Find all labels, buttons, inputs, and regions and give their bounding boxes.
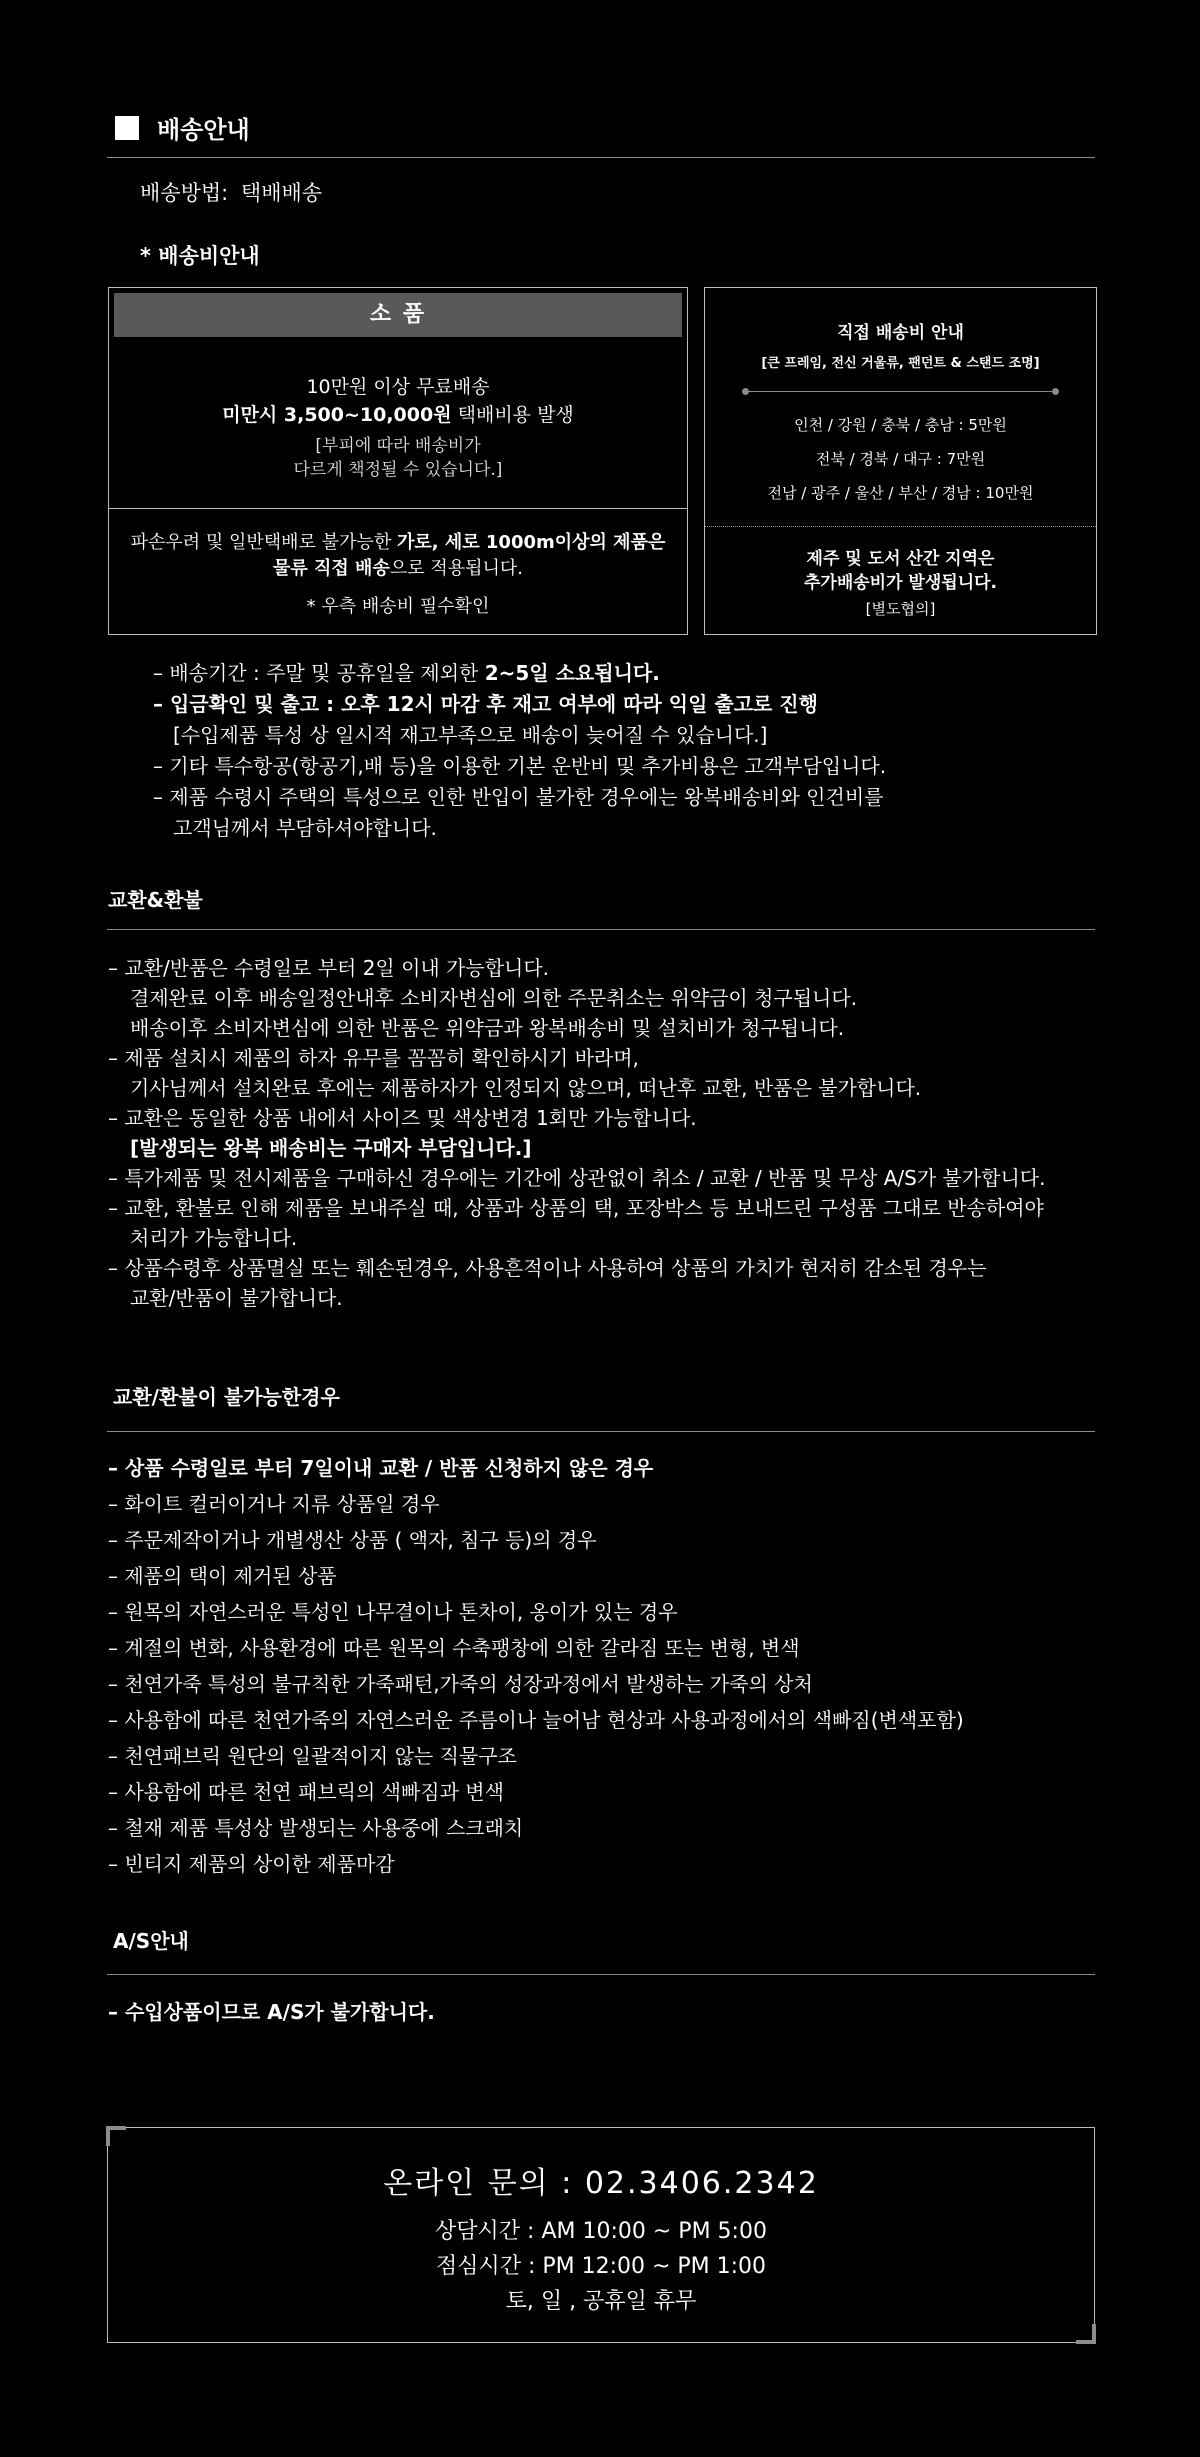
- direct-shipping-title: 직접 배송비 안내: [837, 323, 964, 343]
- region-fee-row: 인천 / 강원 / 충북 / 충남 : 5만원: [794, 416, 1007, 434]
- square-bullet-icon: [115, 116, 139, 140]
- large-item-line-2: [109, 554, 687, 580]
- direct-delivery-text: 으로 적용됩니다.: [389, 558, 524, 579]
- shipping-cost-rest: 택배비용 발생: [451, 404, 574, 426]
- region-fee-row: 전북 / 경북 / 대구 : 7만원: [815, 450, 986, 468]
- island-line-2: 추가배송비가 발생됩니다.: [803, 573, 998, 593]
- shipping-section-title: [115, 110, 250, 145]
- shipping-title: 배송안내: [157, 116, 250, 144]
- as-note: – 수입상품이므로 A/S가 불가합니다.: [108, 2000, 435, 2024]
- list-item: – 원목의 자연스러운 특성인 나무결이나 톤차이, 옹이가 있는 경우: [108, 1600, 678, 1624]
- rule-dot-left-icon: [742, 388, 749, 395]
- corner-bracket-icon: [106, 2126, 126, 2146]
- no-exchange-list: [108, 1450, 964, 1882]
- direct-shipping-subtitle: [큰 프레임, 전신 거울류, 팬던트 & 스탠드 조명]: [761, 356, 1040, 371]
- direct-delivery-bold: 물류 직접 배송: [272, 558, 390, 579]
- island-line-1: 제주 및 도서 산간 지역은: [806, 549, 995, 569]
- list-item: – 상품 수령일로 부터 7일이내 교환 / 반품 신청하지 않은 경우: [108, 1456, 654, 1480]
- closed-days: 토, 일 , 공휴일 휴무: [505, 2289, 697, 2314]
- list-item: – 계절의 변화, 사용환경에 따른 원목의 수축팽창에 의한 갈라짐 또는 변형, 변색: [108, 1636, 800, 1660]
- contact-phone: 온라인 문의 : 02.3406.2342: [383, 2166, 819, 2201]
- shipping-notes: [153, 658, 886, 844]
- list-item: – 교환, 환불로 인해 제품을 보내주실 때, 상품과 상품의 택, 포장박스 등 보내드린 구성품 그대로 반송하여야: [108, 1196, 1044, 1220]
- island-line-3: [별도협의]: [865, 600, 936, 618]
- corner-bracket-icon: [1076, 2324, 1096, 2344]
- list-item: 결제완료 이후 배송일정안내후 소비자변심에 의한 주문취소는 위약금이 청구됩니다.: [130, 986, 858, 1010]
- return-cost-note-sub: 고객님께서 부담하셔야합니다.: [173, 816, 437, 840]
- lunch-hours: 점심시간 : PM 12:00 ~ PM 1:00: [435, 2254, 767, 2279]
- shipping-period-text: – 배송기간 : 주말 및 공휴일을 제외한: [153, 661, 485, 685]
- direct-shipping-box: [704, 287, 1097, 635]
- stock-note: [수입제품 특성 상 일시적 재고부족으로 배송이 늦어질 수 있습니다.]: [173, 723, 768, 747]
- list-item: – 상품수령후 상품멸실 또는 훼손된경우, 사용흔적이나 사용하여 상품의 가치가 현저히 감소된 경우는: [108, 1256, 987, 1280]
- list-item: – 화이트 컬러이거나 지류 상품일 경우: [108, 1492, 440, 1516]
- large-item-text: 파손우려 및 일반택배로 불가능한: [130, 532, 397, 553]
- shipping-cost-bold: 미만시 3,500~10,000원: [222, 404, 452, 426]
- list-item: – 특가제품 및 전시제품을 구매하신 경우에는 기간에 상관없이 취소 / 교환 / 반품 및 무상 A/S가 불가합니다.: [108, 1166, 1046, 1190]
- rule-line: [745, 391, 1056, 392]
- list-item: – 제품 설치시 제품의 하자 유무를 꼼꼼히 확인하시기 바라며,: [108, 1046, 639, 1070]
- list-item: – 교환은 동일한 상품 내에서 사이즈 및 색상변경 1회만 가능합니다.: [108, 1106, 697, 1130]
- divider: [107, 929, 1095, 930]
- list-item: 처리가 가능합니다.: [130, 1226, 298, 1250]
- contact-box: [107, 2127, 1095, 2343]
- list-item: 교환/반품이 불가합니다.: [130, 1286, 343, 1310]
- list-item: 배송이후 소비자변심에 의한 반품은 위약금과 왕복배송비 및 설치비가 청구됩니다.: [130, 1016, 845, 1040]
- return-cost-note: – 제품 수령시 주택의 특성으로 인한 반입이 불가한 경우에는 왕복배송비와 인건비를: [153, 785, 884, 809]
- large-item-line-1: [109, 528, 687, 554]
- list-item: [발생되는 왕복 배송비는 구매자 부담입니다.]: [130, 1136, 532, 1160]
- divider: [107, 157, 1095, 158]
- shipping-period-note: [153, 658, 886, 689]
- list-item: – 철재 제품 특성상 발생되는 사용중에 스크래치: [108, 1816, 524, 1840]
- free-shipping-line: 10만원 이상 무료배송: [306, 376, 490, 398]
- list-item: – 천연가죽 특성의 불규칙한 가죽패턴,가죽의 성장과정에서 발생하는 가죽의 상처: [108, 1672, 813, 1696]
- region-fee-row: 전남 / 광주 / 울산 / 부산 / 경남 : 10만원: [767, 484, 1034, 502]
- right-fee-check-note: * 우측 배송비 필수확인: [306, 596, 490, 617]
- no-exchange-title: 교환/환불이 불가능한경우: [113, 1385, 340, 1409]
- list-item: – 제품의 택이 제거된 상품: [108, 1564, 337, 1588]
- shipping-method: [140, 177, 322, 207]
- shipping-method-label: 배송방법:: [140, 181, 229, 205]
- exchange-title: 교환&환불: [108, 888, 203, 912]
- small-item-fee-box: [108, 287, 688, 635]
- list-item: – 주문제작이거나 개별생산 상품 ( 액자, 침구 등)의 경우: [108, 1528, 597, 1552]
- consult-hours: 상담시간 : AM 10:00 ~ PM 5:00: [435, 2219, 767, 2244]
- large-item-bold: 가로, 세로 1000m이상의 제품은: [396, 532, 666, 553]
- payment-release-note: – 입금확인 및 출고 : 오후 12시 마감 후 재고 여부에 따라 익일 출고로 진행: [153, 692, 818, 716]
- list-item: – 교환/반품은 수령일로 부터 2일 이내 가능합니다.: [108, 956, 550, 980]
- rule-dot-right-icon: [1052, 388, 1059, 395]
- volume-note-1: [부피에 따라 배송비가: [315, 436, 481, 456]
- divider: [107, 1974, 1095, 1975]
- divider: [107, 1431, 1095, 1432]
- shipping-period-bold: 2~5일 소요됩니다.: [484, 661, 660, 685]
- list-item: – 사용함에 따른 천연 패브릭의 색빠짐과 변색: [108, 1780, 504, 1804]
- dotted-divider: [705, 526, 1096, 527]
- exchange-list: [108, 953, 1045, 1313]
- box-separator: [109, 508, 687, 509]
- shipping-cost-line: [109, 400, 687, 427]
- special-transport-note: – 기타 특수항공(항공기,배 등)을 이용한 기본 운반비 및 추가비용은 고객부담입니다.: [153, 754, 887, 778]
- shipping-fee-title: * 배송비안내: [140, 244, 260, 268]
- volume-note-2: 다르게 책정될 수 있습니다.]: [293, 460, 503, 480]
- list-item: – 빈티지 제품의 상이한 제품마감: [108, 1852, 395, 1876]
- small-item-header: 소 품: [114, 293, 682, 337]
- list-item: – 사용함에 따른 천연가죽의 자연스러운 주름이나 늘어남 현상과 사용과정에서의 색빠짐(변색포함): [108, 1708, 964, 1732]
- list-item: – 천연패브릭 원단의 일괄적이지 않는 직물구조: [108, 1744, 517, 1768]
- shipping-method-value: 택배배송: [240, 181, 323, 205]
- list-item: 기사님께서 설치완료 후에는 제품하자가 인정되지 않으며, 떠난후 교환, 반품은 불가합니다.: [130, 1076, 922, 1100]
- as-title: A/S안내: [113, 1929, 189, 1953]
